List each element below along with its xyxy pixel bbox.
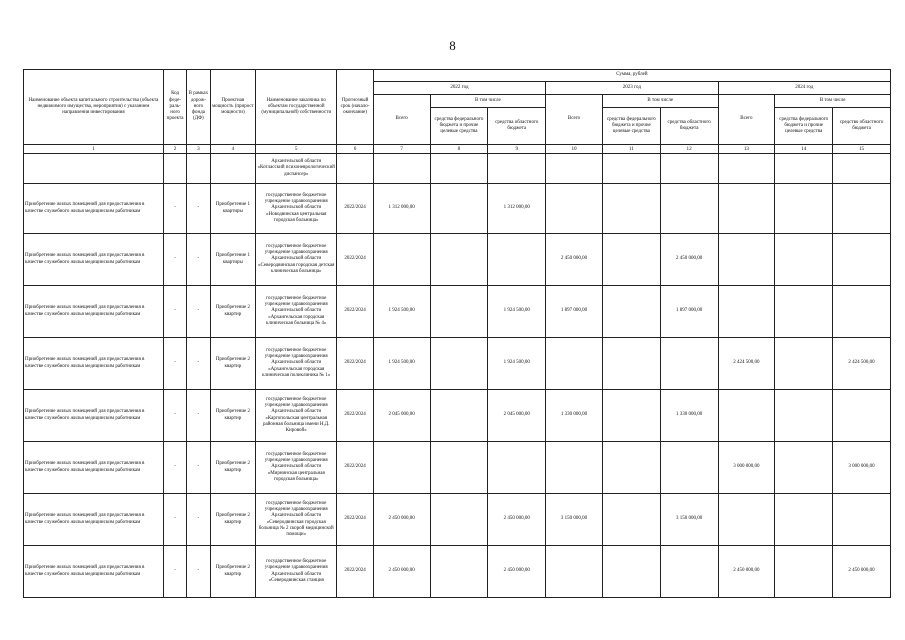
cell-regional-2024 [833,390,891,442]
cell-total-2024 [718,234,775,286]
cell-total-2022: 2 450 000,00 [373,494,430,546]
column-number: 8 [430,145,488,154]
cell-federal-2023 [602,546,660,598]
cell-regional-2023: 3 150 000,00 [660,494,718,546]
cell-federal-2023 [602,154,660,184]
cell-regional-2022: 2 045 000,00 [488,390,546,442]
cell-total-2022 [373,234,430,286]
cell-federal-2022 [430,184,488,234]
table-row [24,442,891,494]
page-number: 8 [449,38,456,53]
cell-object: Приобретение жилых помещений для предоставления в качестве служебного жилья медицинским работникам [24,442,164,494]
cell-regional-2022: 1 924 500,00 [488,286,546,338]
cell-term: 2022/2024 [337,390,374,442]
cell-federal-2022 [430,154,488,184]
cell-term: 2022/2024 [337,338,374,390]
cell-total-2023: 3 150 000,00 [546,494,603,546]
cell-code: - [163,286,186,338]
cell-dfa: - [187,494,210,546]
table-row [24,286,891,338]
cell-total-2023 [546,154,603,184]
cell-code: - [163,184,186,234]
cell-regional-2023 [660,546,718,598]
cell-federal-2023 [602,442,660,494]
header-holder: Наименование заказчика по объектам государственной (муниципальной) собственности [256,70,337,145]
cell-dfa: - [187,234,210,286]
cell-federal-2023 [602,338,660,390]
header-total-2023: Всего [546,95,603,145]
cell-dfa: - [187,390,210,442]
cell-term: 2022/2024 [337,442,374,494]
column-number: 13 [718,145,775,154]
header-sum: Сумма, рублей [373,70,890,82]
cell-code: - [163,390,186,442]
cell-holder: государственное бюджетное учреждение здравоохранения Архангельской области «Мирнинская центральная городская больница» [256,442,337,494]
cell-holder: государственное бюджетное учреждение здравоохранения Архангельской области «Архангельская городская клиническая больница № 4» [256,286,337,338]
cell-regional-2023 [660,338,718,390]
cell-capacity: Приобретение 2 квартир [210,390,256,442]
cell-federal-2024 [775,286,833,338]
cell-federal-2022 [430,286,488,338]
header-total-2024: Всего [718,95,775,145]
cell-code: - [163,234,186,286]
cell-object [24,154,164,184]
cell-dfa [187,154,210,184]
cell-term: 2022/2024 [337,546,374,598]
cell-capacity: Приобретение 1 квартиры [210,234,256,286]
header-incl-2023: В том числе [602,95,718,108]
cell-federal-2024 [775,338,833,390]
cell-term: 2022/2024 [337,494,374,546]
cell-federal-2022 [430,234,488,286]
header-year-2023: 2023 год [546,82,718,95]
header-term: Прогнозный срок (начало-окончание) [337,70,374,145]
column-number: 3 [187,145,210,154]
cell-holder: государственное бюджетное учреждение здравоохранения Архангельской области «Каргопольская центральная районная больница имени Н.Д. Кировой» [256,390,337,442]
cell-federal-2022 [430,338,488,390]
cell-total-2022 [373,442,430,494]
cell-federal-2022 [430,390,488,442]
column-number: 9 [488,145,546,154]
cell-object: Приобретение жилых помещений для предоставления в качестве служебного жилья медицинским работникам [24,390,164,442]
cell-regional-2024: 3 000 000,00 [833,442,891,494]
cell-federal-2024 [775,184,833,234]
cell-regional-2024 [833,184,891,234]
cell-federal-2024 [775,442,833,494]
cell-code: - [163,546,186,598]
cell-dfa: - [187,442,210,494]
cell-total-2024 [718,154,775,184]
cell-term: 2022/2024 [337,184,374,234]
cell-total-2023: 1 897 000,00 [546,286,603,338]
cell-total-2024: 2 450 000,00 [718,546,775,598]
cell-federal-2024 [775,154,833,184]
cell-regional-2024 [833,154,891,184]
cell-total-2024 [718,184,775,234]
header-capacity: Проектная мощность (прирост мощности) [210,70,256,145]
cell-total-2024: 2 424 500,00 [718,338,775,390]
cell-total-2022: 1 924 500,00 [373,338,430,390]
cell-regional-2024 [833,286,891,338]
header-object: Наименование объекта капитального строительства (объекта недвижимого имущества, мероприятия) с указанием направления инвестирования [24,70,164,145]
column-number: 1 [24,145,164,154]
cell-federal-2022 [430,442,488,494]
column-number: 2 [163,145,186,154]
header-federal-2023: средства федерального бюджета и прочие целевые средства [602,108,660,145]
cell-total-2022: 2 450 000,00 [373,546,430,598]
cell-dfa: - [187,286,210,338]
cell-federal-2023 [602,184,660,234]
cell-capacity: Приобретение 2 квартир [210,338,256,390]
cell-object: Приобретение жилых помещений для предоставления в качестве служебного жилья медицинским работникам [24,494,164,546]
cell-capacity: Приобретение 2 квартир [210,442,256,494]
cell-capacity: Приобретение 2 квартир [210,494,256,546]
column-number: 12 [660,145,718,154]
cell-total-2023 [546,184,603,234]
cell-regional-2022: 2 450 000,00 [488,494,546,546]
cell-object: Приобретение жилых помещений для предоставления в качестве служебного жилья медицинским работникам [24,546,164,598]
header-dfa: В рамках дорож-ного фонда (ДФ) [187,70,210,145]
header-incl-2024: В том числе [775,95,891,108]
cell-total-2022: 1 312 000,00 [373,184,430,234]
cell-regional-2024 [833,494,891,546]
cell-total-2024 [718,494,775,546]
cell-dfa: - [187,546,210,598]
cell-total-2023: 1 330 000,00 [546,390,603,442]
cell-federal-2024 [775,234,833,286]
cell-federal-2023 [602,234,660,286]
table-row-continuation [24,154,891,184]
header-regional-2023: средства областного бюджета [660,108,718,145]
cell-capacity: Приобретение 2 квартир [210,546,256,598]
cell-regional-2022 [488,442,546,494]
header-federal-2024: средства федерального бюджета и прочие целевые средства [775,108,833,145]
cell-object: Приобретение жилых помещений для предоставления в качестве служебного жилья медицинским работникам [24,184,164,234]
cell-holder: государственное бюджетное учреждение здравоохранения Архангельской области «Северодвинская станция [256,546,337,598]
cell-regional-2022: 2 450 000,00 [488,546,546,598]
cell-holder: государственное бюджетное учреждение здравоохранения Архангельской области «Северодвинская городская детская клиническая больница» [256,234,337,286]
cell-total-2023 [546,546,603,598]
investment-table [23,69,891,598]
cell-capacity: Приобретение 2 квартир [210,286,256,338]
cell-federal-2024 [775,390,833,442]
header-incl-2022: В том числе [430,95,546,108]
cell-federal-2023 [602,494,660,546]
cell-federal-2023 [602,286,660,338]
cell-total-2024 [718,286,775,338]
header-year-2022: 2022 год [373,82,545,95]
cell-code: - [163,442,186,494]
cell-regional-2022 [488,234,546,286]
cell-regional-2024 [833,234,891,286]
cell-term: 2022/2024 [337,234,374,286]
cell-regional-2024: 2 450 000,00 [833,546,891,598]
cell-code [163,154,186,184]
header-federal-2022: средства федерального бюджета и прочие целевые средства [430,108,488,145]
cell-object: Приобретение жилых помещений для предоставления в качестве служебного жилья медицинским работникам [24,286,164,338]
cell-regional-2023: 1 897 000,00 [660,286,718,338]
header-total-2022: Всего [373,95,430,145]
cell-regional-2022 [488,154,546,184]
column-number: 10 [546,145,603,154]
column-number: 6 [337,145,374,154]
cell-object: Приобретение жилых помещений для предоставления в качестве служебного жилья медицинским работникам [24,338,164,390]
cell-dfa: - [187,338,210,390]
cell-holder: государственное бюджетное учреждение здравоохранения Архангельской области «Северодвинская городская больница № 2 скорой медицинской помощи» [256,494,337,546]
cell-total-2023 [546,338,603,390]
table-row [24,234,891,286]
cell-regional-2022: 1 312 000,00 [488,184,546,234]
cell-regional-2023 [660,154,718,184]
cell-federal-2022 [430,494,488,546]
cell-regional-2023 [660,442,718,494]
cell-term [337,154,374,184]
table-row [24,546,891,598]
cell-total-2024 [718,390,775,442]
cell-dfa: - [187,184,210,234]
header-regional-2024: средство областного бюджета [833,108,891,145]
cell-federal-2023 [602,390,660,442]
table-row [24,338,891,390]
column-number: 5 [256,145,337,154]
header-year-2024: 2024 год [718,82,890,95]
header-code: Код феде-раль-ного проекта [163,70,186,145]
cell-term: 2022/2024 [337,286,374,338]
cell-holder: государственное бюджетное учреждение здравоохранения Архангельской области «Новодвинская центральная городская больница» [256,184,337,234]
cell-holder: Архангельской области «Котласский психоневрологический диспансер» [256,154,337,184]
cell-total-2023 [546,442,603,494]
cell-code: - [163,338,186,390]
cell-code: - [163,494,186,546]
cell-capacity: Приобретение 1 квартиры [210,184,256,234]
cell-total-2022: 2 045 000,00 [373,390,430,442]
table-row [24,184,891,234]
column-number: 14 [775,145,833,154]
cell-holder: государственное бюджетное учреждение здравоохранения Архангельской области «Архангельская городская клиническая поликлиника № 1» [256,338,337,390]
cell-total-2022: 1 924 500,00 [373,286,430,338]
cell-federal-2024 [775,546,833,598]
column-number: 7 [373,145,430,154]
cell-capacity [210,154,256,184]
cell-federal-2024 [775,494,833,546]
cell-regional-2023: 1 330 000,00 [660,390,718,442]
cell-regional-2023: 2 450 000,00 [660,234,718,286]
header-regional-2022: средства областного бюджета [488,108,546,145]
cell-federal-2022 [430,546,488,598]
table-row [24,494,891,546]
cell-total-2022 [373,154,430,184]
cell-regional-2024: 2 424 500,00 [833,338,891,390]
cell-regional-2023 [660,184,718,234]
column-number: 15 [833,145,891,154]
cell-total-2023: 2 450 000,00 [546,234,603,286]
column-number: 11 [602,145,660,154]
cell-total-2024: 3 000 000,00 [718,442,775,494]
cell-regional-2022: 1 924 500,00 [488,338,546,390]
cell-object: Приобретение жилых помещений для предоставления в качестве служебного жилья медицинским работникам [24,234,164,286]
table-row [24,390,891,442]
column-number: 4 [210,145,256,154]
